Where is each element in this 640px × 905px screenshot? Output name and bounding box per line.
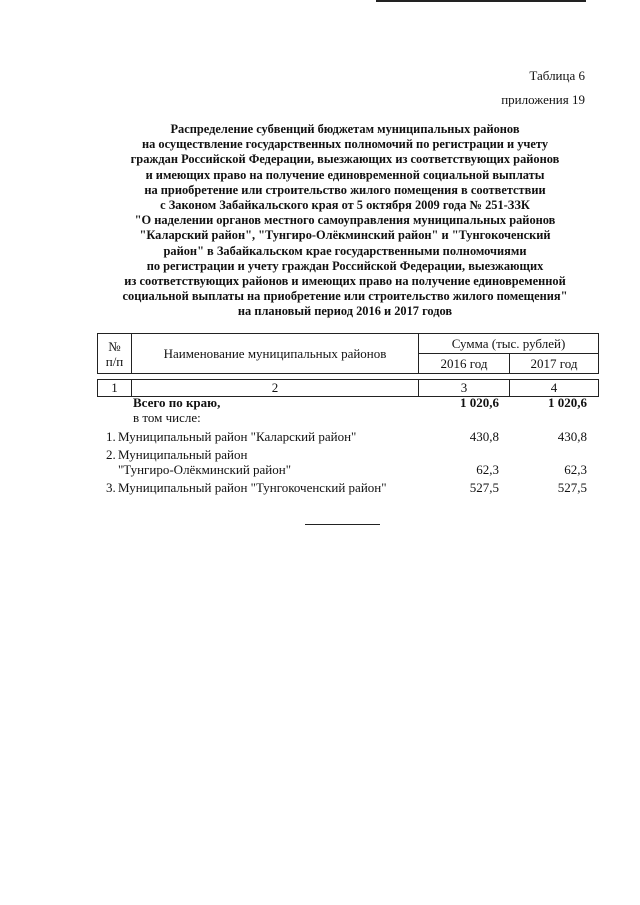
district-name: Муниципальный район [118,447,248,462]
col-header-2016: 2016 год [419,354,510,374]
value-2017: 527,5 [557,480,587,495]
total-label: Всего по краю, [133,395,221,410]
index-cell: 1 [98,380,132,397]
total-2017-value: 1 020,6 [548,395,587,410]
value-2016: 430,8 [469,429,499,444]
title-line: "О наделении органов местного самоуправления муниципальных районов [134,213,556,228]
col-header-name: Наименование муниципальных районов [132,334,419,374]
value-2017: 62,3 [564,462,587,477]
value-2016: 62,3 [476,462,499,477]
col-header-number [98,334,132,374]
table-number-label: Таблица 6 [529,68,585,83]
top-rule [376,0,586,2]
index-cell: 4 [510,380,599,397]
title-line: Распределение субвенций бюджетам муниципальных районов [170,122,520,136]
index-cell: 2 [132,380,419,397]
col-header-2017: 2017 год [510,354,599,374]
distribution-table-header [97,333,599,397]
value-2016: 527,5 [469,480,499,495]
row-number: 1. [106,429,116,444]
district-name-continued: "Тунгиро-Олёкминский район" [118,462,292,477]
title-line: по регистрации и учету граждан Российской Федерации, выезжающих [146,258,544,273]
title-line: "Каларский район", "Тунгиро-Олёкминский район" и "Тунгокоченский [139,228,551,243]
value-2017: 430,8 [557,429,587,444]
including-label: в том числе: [133,410,201,425]
col-header-number-line1: № [108,338,121,354]
document-title [90,122,600,320]
title-line: на плановый период 2016 и 2017 годов [237,304,453,319]
title-line: граждан Российской Федерации, выезжающих из соответствующих районов [130,152,560,167]
title-line: с Законом Забайкальского края от 5 октября 2009 года № 251-ЗЗК [160,198,530,213]
col-header-number-line2: п/п [105,353,124,369]
index-cell: 3 [419,380,510,397]
title-line: на осуществление государственных полномочий по регистрации и учету [141,137,549,152]
total-2016-value: 1 020,6 [460,395,499,410]
title-line: и имеющих право на получение единовременной социальной выплаты [145,167,545,182]
col-header-sum: Сумма (тыс. рублей) [419,334,599,354]
title-line: на приобретение или строительство жилого помещения в соответствии [144,182,546,197]
district-name: Муниципальный район "Каларский район" [118,429,357,444]
title-line: из соответствующих районов и имеющих право на получение единовременной [124,274,566,289]
district-name: Муниципальный район "Тунгокоченский район" [118,480,387,495]
title-line: район" в Забайкальском крае государственными полномочиями [163,243,527,258]
row-number: 3. [106,480,116,495]
row-number: 2. [106,447,116,462]
closing-rule [305,524,380,525]
title-line: социальной выплаты на приобретение или строительство жилого помещения" [122,289,568,304]
appendix-label: приложения 19 [501,92,585,107]
